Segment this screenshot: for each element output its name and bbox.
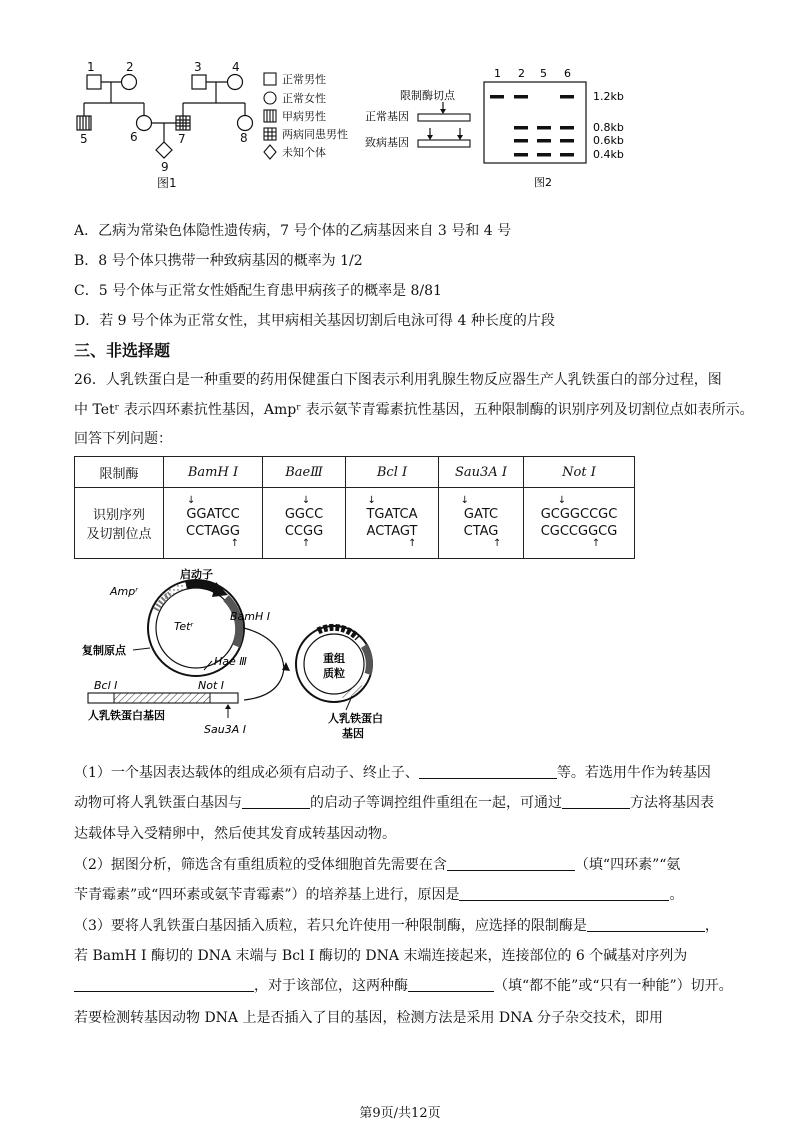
bae-bottom-seq: CCGG xyxy=(284,524,324,539)
section-title: 三、非选择题 xyxy=(74,341,171,360)
bamh-bottom-seq: CCTAGG xyxy=(186,524,240,539)
sau-top-seq: GATC xyxy=(463,507,499,522)
gene-insert-label-1: 人乳铁蛋白 xyxy=(328,712,383,725)
sau-bottom-seq: CTAG xyxy=(463,524,499,539)
individual-3: 3 xyxy=(194,60,202,74)
blank-1[interactable] xyxy=(419,764,557,779)
legend-normal-female: 正常女性 xyxy=(282,92,326,105)
blank-3[interactable] xyxy=(562,794,630,809)
bcl-label: Bcl Ⅰ xyxy=(94,679,118,692)
cut-site-label: 限制酶切点 xyxy=(400,89,455,102)
bcl-bottom-seq: ACTAGT xyxy=(366,524,418,539)
figure2-caption: 图2 xyxy=(534,176,552,189)
enzyme-table: 限制酶 BamH Ⅰ BaeⅢ Bcl Ⅰ Sau3A Ⅰ Not Ⅰ 识别序列 及切割位点 ↓ GGATCC CCTAGG ↑ ↓ GGCC CCGG ↑ ↓ TGATCA ACTAGT ↑ ↓ GATC CTAG ↑ ↓ GCGGCCGC CGCCGGCG ↑ xyxy=(74,456,635,559)
lane-1-label: 1 xyxy=(494,67,501,80)
legend-disease-a-male: 甲病男性 xyxy=(282,110,326,123)
plasmid-figure xyxy=(76,568,416,748)
blank-7[interactable] xyxy=(74,977,254,992)
sub3-line2: 若 BamH Ⅰ 酶切的 DNA 末端与 Bcl Ⅰ 酶切的 DNA 末端连接起来，连接部位的 6 个碱基对序列为 xyxy=(74,948,688,964)
amp-label: Ampʳ xyxy=(110,585,139,598)
size-0-4kb: 0.4kb xyxy=(593,148,624,161)
enzyme-name: BaeⅢ xyxy=(263,457,346,488)
pedigree-figure xyxy=(70,58,380,193)
bae-top-seq: GGCC xyxy=(284,507,324,522)
blank-6[interactable] xyxy=(587,917,705,932)
enzyme-name: Not Ⅰ xyxy=(524,457,635,488)
sub2-line1: （2）据图分析，筛选含有重组质粒的受体细胞首先需要在含 （填“四环素”“氨 xyxy=(74,857,681,873)
sau-label: Sau3A Ⅰ xyxy=(204,723,246,736)
individual-4: 4 xyxy=(232,60,240,74)
sub1-line3: 达载体导入受精卵中，然后使其发育成转基因动物。 xyxy=(74,826,396,842)
blank-2[interactable] xyxy=(242,794,310,809)
promoter-label: 启动子 xyxy=(180,568,213,581)
enzyme-name: Bcl Ⅰ xyxy=(346,457,439,488)
individual-2: 2 xyxy=(126,60,134,74)
gene-insert-label-2: 基因 xyxy=(342,727,364,740)
enzyme-name: BamH Ⅰ xyxy=(164,457,263,488)
individual-7: 7 xyxy=(178,132,186,146)
blank-4[interactable] xyxy=(447,856,575,871)
individual-6: 6 xyxy=(130,130,138,144)
size-1-2kb: 1.2kb xyxy=(593,90,624,103)
q26-line3: 回答下列问题： xyxy=(74,431,172,447)
q26-line1: 26．人乳铁蛋白是一种重要的药用保健蛋白下图表示利用乳腺生物反应器生产人乳铁蛋白的部分过程，图 xyxy=(74,372,722,388)
gel-figure xyxy=(360,62,640,192)
individual-1: 1 xyxy=(87,60,95,74)
not-top-seq: GCGGCCGC xyxy=(540,507,618,522)
hae-label: Hae Ⅲ xyxy=(214,655,247,668)
option-c: C．5 号个体与正常女性婚配生育患甲病孩子的概率是 8/81 xyxy=(74,283,442,299)
recombinant-label-2: 质粒 xyxy=(323,667,345,680)
not-bottom-seq: CGCCGGCG xyxy=(540,524,618,539)
individual-9: 9 xyxy=(161,160,169,174)
q26-line2: 中 Tetʳ 表示四环素抗性基因，Ampʳ 表示氨苄青霉素抗性基因，五种限制酶的识别序列及切割位点如表所示。 xyxy=(74,402,754,418)
ori-label: 复制原点 xyxy=(82,644,126,657)
lane-6-label: 6 xyxy=(564,67,571,80)
option-a: A．乙病为常染色体隐性遗传病，7 号个体的乙病基因来自 3 号和 4 号 xyxy=(74,223,512,239)
sub1-line2: 动物可将人乳铁蛋白基因与 的启动子等调控组件重组在一起，可通过 方法将基因表 xyxy=(74,795,714,811)
not-label: Not Ⅰ xyxy=(198,679,225,692)
sub1-line1: （1）一个基因表达载体的组成必须有启动子、终止子、 等。若选用牛作为转基因 xyxy=(74,765,711,781)
legend-both-disease-male: 两病同患男性 xyxy=(282,128,348,141)
option-b: B．8 号个体只携带一种致病基因的概率为 1/2 xyxy=(74,253,363,269)
gene-label: 人乳铁蛋白基因 xyxy=(88,709,165,722)
bamh-top-seq: GGATCC xyxy=(186,507,240,522)
normal-gene-label: 正常基因 xyxy=(365,110,409,123)
blank-5[interactable] xyxy=(459,886,669,901)
sub3-line3: ，对于该部位，这两种酶 （填“都不能”或“只有一种能”）切开。 xyxy=(74,976,733,996)
page-footer: 第9页/共12页 xyxy=(359,1106,441,1121)
sub2-line2: 苄青霉素”或“四环素或氨苄青霉素”）的培养基上进行，原因是 。 xyxy=(74,887,684,903)
tet-label: Tetʳ xyxy=(174,620,194,633)
recombinant-label-1: 重组 xyxy=(323,652,345,665)
lane-2-label: 2 xyxy=(518,67,525,80)
sub3-line1: （3）要将人乳铁蛋白基因插入质粒，若只允许使用一种限制酶，应选择的限制酶是 ， xyxy=(74,918,719,934)
option-d: D．若 9 号个体为正常女性，其甲病相关基因切割后电泳可得 4 种长度的片段 xyxy=(74,313,555,329)
disease-gene-label: 致病基因 xyxy=(365,136,409,149)
table-row-label: 识别序列 及切割位点 xyxy=(75,488,164,559)
size-0-6kb: 0.6kb xyxy=(593,134,624,147)
sub3-line4: 若要检测转基因动物 DNA 上是否插入了目的基因，检测方法是采用 DNA 分子杂交技术，即用 xyxy=(74,1010,663,1026)
individual-8: 8 xyxy=(240,131,248,145)
figure1-caption: 图1 xyxy=(157,176,177,190)
size-0-8kb: 0.8kb xyxy=(593,121,624,134)
lane-5-label: 5 xyxy=(540,67,547,80)
bamh-label: BamH Ⅰ xyxy=(230,610,271,623)
blank-8[interactable] xyxy=(408,977,494,992)
legend-normal-male: 正常男性 xyxy=(282,73,326,86)
bcl-top-seq: TGATCA xyxy=(366,507,418,522)
enzyme-name: Sau3A Ⅰ xyxy=(439,457,524,488)
individual-5: 5 xyxy=(80,132,88,146)
legend-unknown: 未知个体 xyxy=(282,146,326,159)
table-header-label: 限制酶 xyxy=(75,457,164,488)
